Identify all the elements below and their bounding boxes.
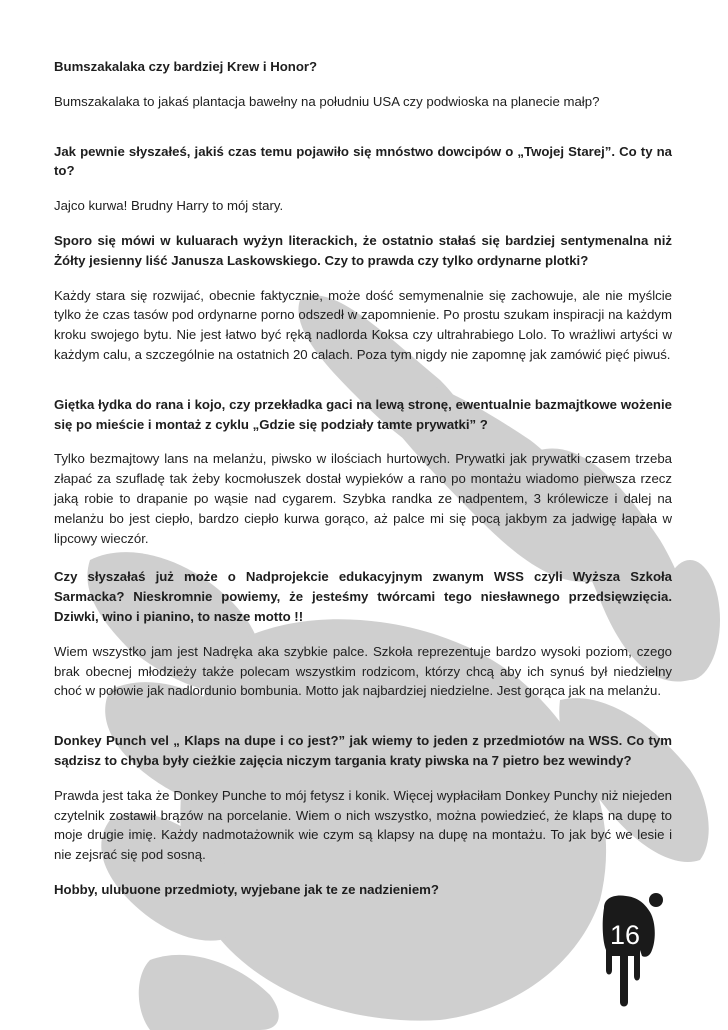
question-paragraph: Bumszakalaka czy bardziej Krew i Honor? [54, 59, 318, 74]
answer-paragraph: Prawda jest taka że Donkey Punche to mój fetysz i konik. Więcej wypłaciłam Donkey Punchy niż niejeden czytelnik zostawił brązów na porcelanie. Wiem o nich wszystko, można powiedzieć, że klaps na dupę to moje drugie imię. Każdy nadmotażownik wie czym są klapsy na dupę na montażu. To jak być we lesie i nie zejsrać się pod sosną. [54, 787, 672, 863]
answer-paragraph: Tylko bezmajtowy lans na melanżu, piwsko w ilościach hurtowych. Prywatki jak prywatki czasem trzeba złapać za szufladę tak żeby kocmołuszek dostał wypieków a rano po montażu wiadomo pierwsza rzecz jaką robie to drapanie po wąsie nad cygarem. Szybka randka ze nadpentem, 3 królewicze i dalej na melanżu bo jest ciepło, bardzo ciepło kurwa gorąco, aż palce mi się pocą jakbym za jadwigę łapała w lipcowy wieczór. [54, 451, 672, 546]
answer-paragraph: Jajco kurwa! Brudny Harry to mój stary. [54, 198, 284, 214]
answer-paragraph: Bumszakalaka to jakaś plantacja bawełny na południu USA czy podwioska na planecie małp? [54, 93, 600, 109]
page-number: 16 [609, 920, 641, 950]
answer-paragraph: Każdy stara się rozwijać, obecnie faktycznie, może dość semymenalnie się zachowuje, ale nie myślcie tylko że czas tasów pod ordynarne porno odszedł w zapomnienie. Po prostu szukam inspiracji na każdym kroku swojego bytu. Nie jest łatwo być ręką nadlorda Koksa czy ultrahrabiego Lolo. To wrażliwi artyści w każdym calu, a szczególnie na ostatnich 20 calach. Poza tym nigdy nie zapomnę jak zamówić pięć piwuś. [54, 287, 672, 362]
answer-paragraph: Wiem wszystko jam jest Nadręka aka szybkie palce. Szkoła reprezentuje bardzo wysoki poziom, czego brak obecnej młodzieży także polecam wszystkim rodzicom, którzy chcą aby ich synuś był niedzielny choć w połowie jak nadlordunio bombunia. Motto jak najbardziej niedzielne. Jest gorąca jak na melanżu. [54, 643, 672, 699]
question-paragraph: Sporo się mówi w kuluarach wyżyn literackich, że ostatnio stałaś się bardziej sentymenalna niż Żółty jesienny liść Janusza Laskowskiego. Czy to prawda czy tylko ordynarne plotki? [54, 232, 672, 268]
question-paragraph: Czy słyszałaś już może o Nadprojekcie edukacyjnym zwanym WSS czyli Wyższa Szkoła Sarmacka? Nieskromnie powiemy, że jesteśmy twórcami tego niesławnego przedsięwzięcia. Dziwki, wino i pianino, to nasze motto !! [54, 569, 672, 624]
question-paragraph: Donkey Punch vel „ Klaps na dupe i co jest?” jak wiemy to jeden z przedmiotów na WSS. Co tym sądzisz to chyba były cieżkie zajęcia niczym targania kraty piwska na 7 pietro bez wewindy? [54, 733, 672, 768]
question-paragraph: Jak pewnie słyszałeś, jakiś czas temu pojawiło się mnóstwo dowcipów o „Twojej Starej”. Co ty na to? [54, 143, 672, 179]
question-paragraph: Giętka łydka do rana i kojo, czy przekładka gaci na lewą stronę, ewentualnie bazmajtkowe wożenie się po mieście i montaż z cyklu „Gdzie się podziały tamte prywatki” ? [54, 396, 672, 432]
question-paragraph: Hobby, ulubuone przedmioty, wyjebane jak te ze nadzieniem? [54, 881, 439, 897]
interview-text [54, 57, 672, 900]
